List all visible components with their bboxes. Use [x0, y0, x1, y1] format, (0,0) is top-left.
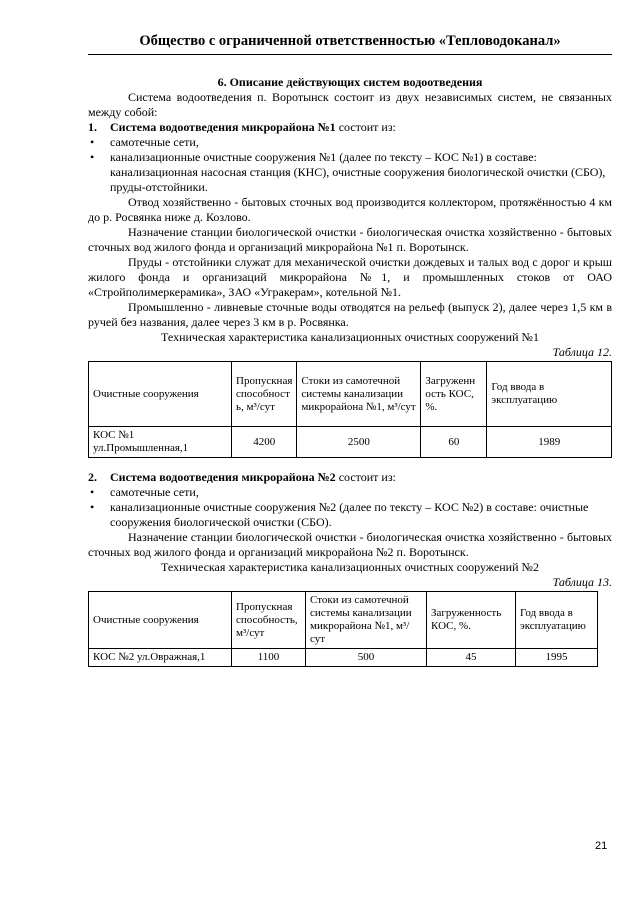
header-cell: Пропускная способност ь, м³/сут — [232, 362, 297, 427]
list-item: • канализационные очистные сооружения №2 (далее по тексту – КОС №2) в составе: очистные сооружения биологической очистки (СБО). — [90, 500, 589, 529]
table-caption: Техническая характеристика канализационных очистных сооружений №2 — [161, 560, 539, 574]
system1-number: 1. — [88, 120, 97, 134]
header-cell: Пропускная способность, м³/сут — [232, 592, 306, 649]
system1-bullet-list — [88, 135, 612, 195]
header-cell: Очистные сооружения — [89, 362, 232, 427]
table-row — [89, 427, 612, 458]
table-cell: 60 — [421, 427, 487, 458]
system2-bullet-list — [88, 485, 612, 530]
bullet-icon: • — [90, 135, 95, 149]
paragraph: Отвод хозяйственно - бытовых сточных вод производится коллектором, протяжённостью 4 км до р. Росвянка ниже д. Козлово. — [88, 195, 612, 224]
page-header: Общество с ограниченной ответственностью «Тепловодоканал» — [139, 33, 561, 49]
system1-title: Система водоотведения микрорайона №1 — [110, 120, 336, 134]
paragraph: Промышленно - ливневые сточные воды отводятся на рельеф (выпуск 2), далее через 1,5 км в ручей без названия, далее через 3 км в р. Росвянка. — [88, 300, 612, 329]
table-row — [89, 649, 598, 667]
header-cell: Загруженн ость КОС, %. — [421, 362, 487, 427]
paragraph: Пруды - отстойники служат для механической очистки дождевых и талых вод с дорог и крыш жилого фонда и организаций микрорайона №1, и промышленных стоков от ОАО «Стройполимеркерамика», ЗАО «Угракерам», котельной №1. — [88, 255, 612, 299]
table-header-row — [89, 592, 598, 649]
table-label: Таблица 12. — [552, 345, 612, 359]
intro-paragraph: Система водоотведения п. Воротынск состоит из двух независимых систем, не связанных между собой: — [88, 90, 612, 119]
list-item: • самотечные сети, — [90, 485, 199, 499]
table-cell: КОС №1 ул.Промышленная,1 — [89, 427, 232, 458]
treatment-table-2 — [88, 591, 598, 667]
table-cell: 45 — [427, 649, 516, 667]
table-cell: 1995 — [516, 649, 598, 667]
bullet-icon: • — [90, 500, 95, 514]
treatment-table-1 — [88, 361, 612, 458]
section-title: 6. Описание действующих систем водоотведения — [217, 75, 483, 89]
table-cell: КОС №2 ул.Овражная,1 — [89, 649, 232, 667]
system2-heading — [88, 470, 612, 485]
header-cell: Стоки из самотечной системы канализации микрорайона №1, м³/сут — [297, 362, 421, 427]
header-cell: Загруженность КОС, %. — [427, 592, 516, 649]
system2-title-tail: состоит из: — [335, 470, 396, 484]
document-body — [88, 75, 612, 667]
table-cell: 1989 — [487, 427, 612, 458]
list-item: • канализационные очистные сооружения №1 (далее по тексту – КОС №1) в составе: канализационная насосная станция (КНС), очистные сооружения биологической очистки (СБО), пруды-отстойники. — [90, 150, 606, 194]
bullet-icon: • — [90, 150, 95, 164]
system2-title: Система водоотведения микрорайона №2 — [110, 470, 336, 484]
header-cell: Стоки из самотечной системы канализации микрорайона №1, м³/сут — [306, 592, 427, 649]
table-cell: 1100 — [232, 649, 306, 667]
page-number: 21 — [595, 840, 608, 852]
table-cell: 4200 — [232, 427, 297, 458]
table-header-row — [89, 362, 612, 427]
table-caption: Техническая характеристика канализационных очистных сооружений №1 — [161, 330, 539, 344]
system1-heading — [88, 120, 612, 135]
list-item: • самотечные сети, — [90, 135, 199, 149]
header-cell: Очистные сооружения — [89, 592, 232, 649]
table-cell: 2500 — [297, 427, 421, 458]
header-cell: Год ввода в эксплуатацию — [516, 592, 598, 649]
table-label: Таблица 13. — [552, 575, 612, 589]
header-cell: Год ввода в эксплуатацию — [487, 362, 612, 427]
system1-title-tail: состоит из: — [335, 120, 396, 134]
bullet-icon: • — [90, 485, 95, 499]
system2-number: 2. — [88, 470, 97, 484]
paragraph: Назначение станции биологической очистки - биологическая очистка хозяйственно - бытовых сточных вод жилого фонда и организаций микрорайона №2 п. Воротынск. — [88, 530, 612, 559]
header-divider — [88, 54, 612, 55]
paragraph: Назначение станции биологической очистки - биологическая очистка хозяйственно - бытовых сточных вод жилого фонда и организаций микрорайона №1 п. Воротынск. — [88, 225, 612, 254]
table-cell: 500 — [306, 649, 427, 667]
